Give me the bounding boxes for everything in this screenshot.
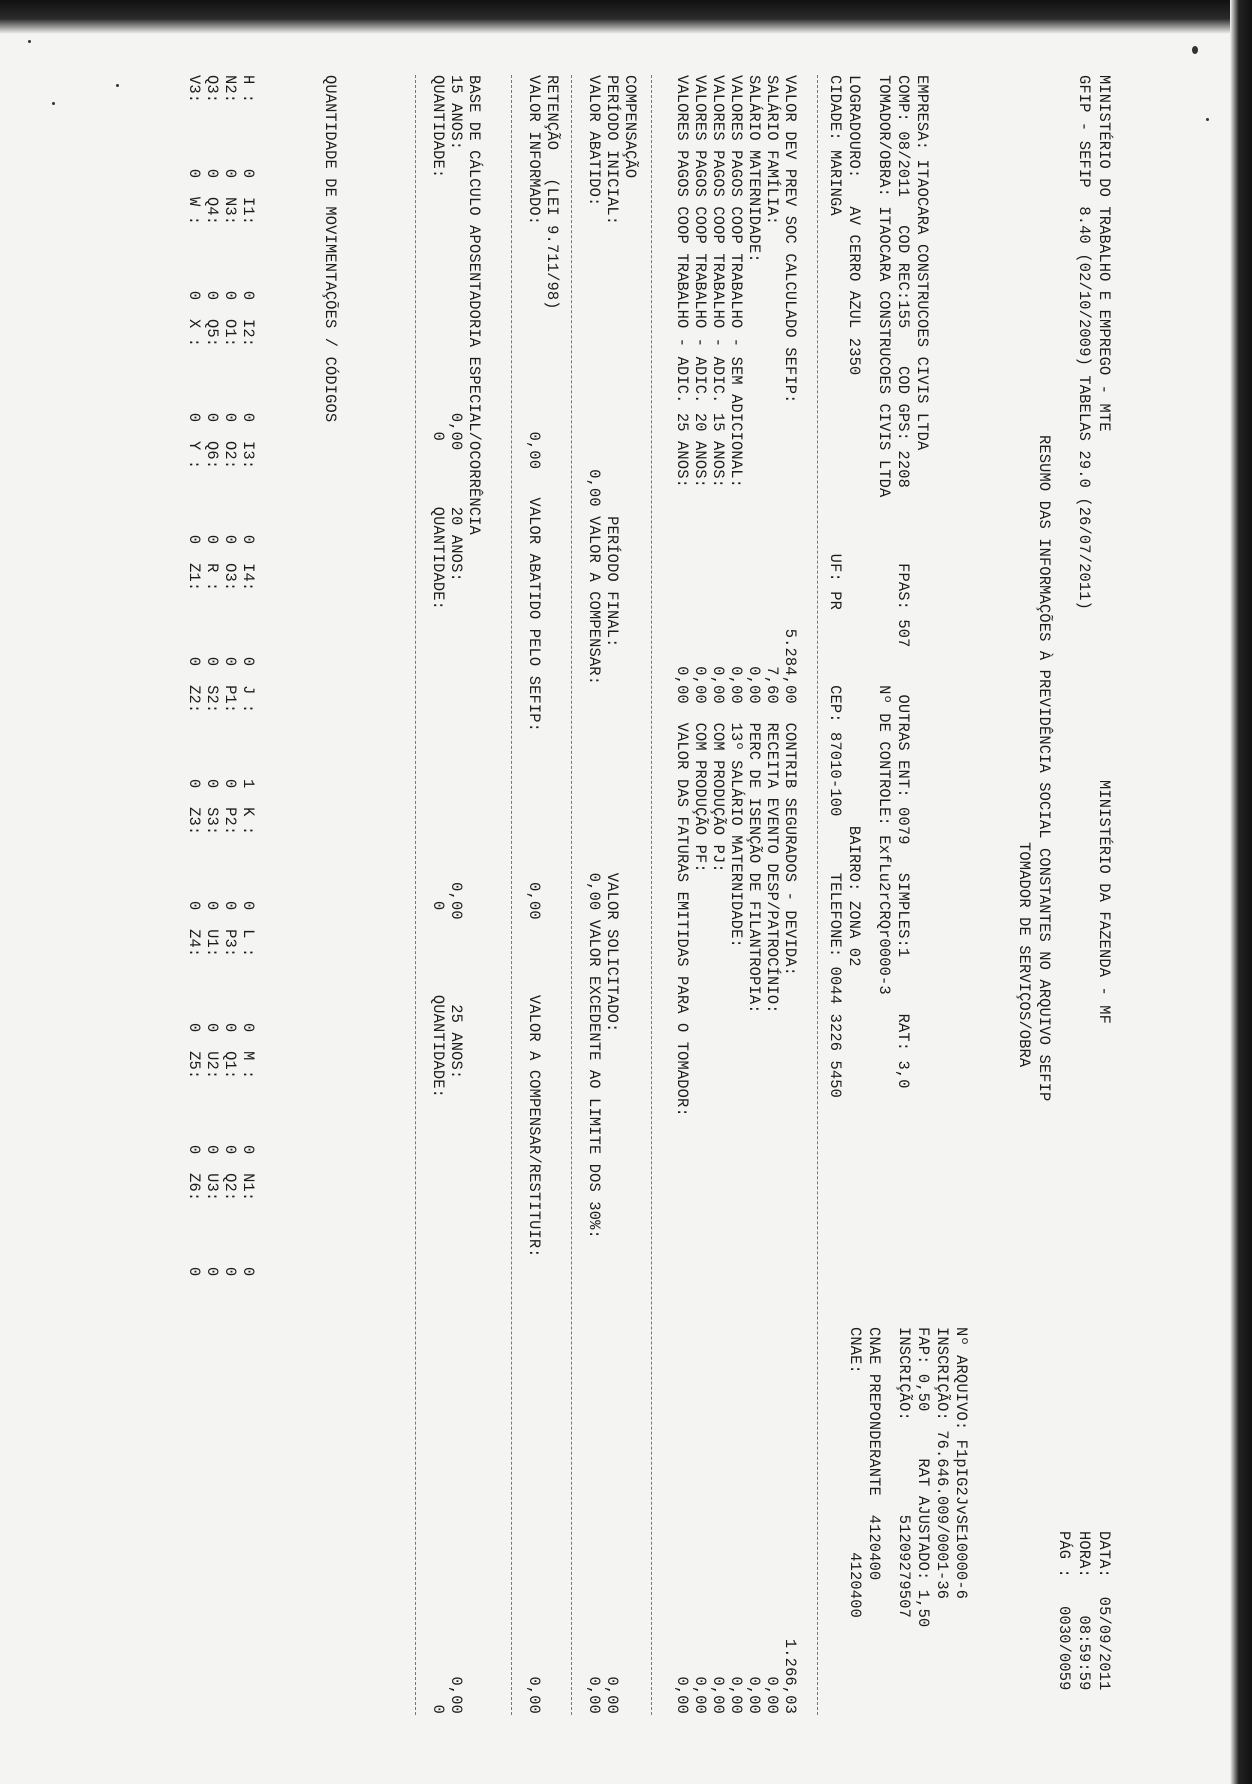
document-subtitle: TOMADOR DE SERVIÇOS/OBRA <box>1015 842 1033 1068</box>
cnae-preponderante: CNAE PREPONDERANTE 4120400 <box>865 1327 883 1581</box>
special-retirement-base: 15 ANOS: 0,00 20 ANOS: 0,00 25 ANOS: <box>447 75 465 1080</box>
divider <box>571 75 572 1715</box>
divider <box>817 75 818 1715</box>
header-time: HORA: 08:59:59 <box>1075 1531 1093 1691</box>
cnae: CNAE: 4120400 <box>846 1327 864 1618</box>
divider <box>511 75 512 1715</box>
movements-title: QUANTIDADE DE MOVIMENTAÇÕES / CÓDIGOS <box>321 75 339 423</box>
header-page: PÁG : 0030/0059 <box>1055 1531 1073 1691</box>
tomador-inscription: INSCRIÇÃO: 51209279507 <box>895 1327 913 1618</box>
compensation-title: COMPENSAÇÃO <box>621 75 639 179</box>
special-25-base: 0,00 <box>447 1676 465 1714</box>
special-retirement-title: BASE DE CÁLCULO APOSENTADORIA ESPECIAL/OCORRÊNCIA <box>465 75 483 535</box>
document-title: RESUMO DAS INFORMAÇÕES À PREVIDÊNCIA SOCIAL CONSTANTES NO ARQUIVO SEFIP <box>1035 435 1053 1102</box>
movement-codes-row: H : 0 I1: 0 I2: 0 I3: 0 I4: 0 J : 1 K : 0 L : 0 M : 0 N1: 0 <box>239 75 257 1277</box>
value-right: 0,00 <box>763 1676 781 1714</box>
value-right: 0,00 <box>745 1676 763 1714</box>
value-row: VALORES PAGOS COOP TRABALHO - ADIC. 25 ANOS: 0,00 VALOR DAS FATURAS EMITIDAS PARA O TOMADOR: <box>673 75 691 1117</box>
header-sefip-version: GFIP - SEFIP 8.40 (02/10/2009) TABELAS 29.0 (26/07/2011) <box>1075 75 1093 610</box>
company-competence-line: COMP: 08/2011 COD REC:155 COD GPS: 2208 FPAS: 507 OUTRAS ENT: 0079 SIMPLES:1 RAT: 3,0 <box>894 75 912 1089</box>
value-right: 0,00 <box>673 1676 691 1714</box>
movement-codes-row: V3: 0 W : 0 X : 0 Y : 0 Z1: 0 Z2: 0 Z3: 0 Z4: 0 Z5: 0 Z6: 0 <box>185 75 203 1277</box>
header-date: DATA: 05/09/2011 <box>1095 1531 1113 1691</box>
retention-title: RETENÇÃO (LEI 9.711/98) <box>543 75 561 310</box>
value-row: VALORES PAGOS COOP TRABALHO - ADIC. 15 ANOS: 0,00 COM PRODUÇÃO PJ: <box>709 75 727 873</box>
header-ministry-fazenda: MINISTÉRIO DA FAZENDA - MF <box>1095 780 1113 1025</box>
value-row: SALÁRIO MATERNIDADE: 0,00 PERC DE ISENÇÃO DE FILANTROPIA: <box>745 75 763 1014</box>
value-right: 0,00 <box>709 1676 727 1714</box>
company-city-line: CIDADE: MARINGA UF: PR CEP: 87010-100 TELEFONE: 0044 3226 5450 <box>826 75 844 1099</box>
special-retirement-qty: QUANTIDADE: 0 QUANTIDADE: 0 QUANTIDADE: <box>429 75 447 1099</box>
company-inscription: INSCRIÇÃO: 76.646.009/0001-36 <box>933 1327 951 1600</box>
divider <box>415 75 416 1715</box>
divider <box>651 75 652 1715</box>
retention-value-line: VALOR INFORMADO: 0,00 VALOR ABATIDO PELO SEFIP: 0,00 VALOR A COMPENSAR/RESTITUIR: <box>525 75 543 1258</box>
value-row: SALÁRIO FAMÍLIA: 7,60 RECEITA EVENTO DESP/PATROCÍNIO: <box>763 75 781 1014</box>
value-row: VALORES PAGOS COOP TRABALHO - SEM ADICIONAL: 0,00 13º SALÁRIO MATERNIDADE: <box>727 75 745 948</box>
value-right: 0,00 <box>727 1676 745 1714</box>
retention-restitute: 0,00 <box>525 1676 543 1714</box>
value-row: VALOR DEV PREV SOC CALCULADO SEFIP: 5.284,00 CONTRIB SEGURADOS - DEVIDA: <box>781 75 799 977</box>
compensation-value-line: VALOR ABATIDO: 0,00 VALOR A COMPENSAR: 0,00 VALOR EXCEDENTE AO LIMITE DOS 30%: <box>585 75 603 1239</box>
value-right: 0,00 <box>691 1676 709 1714</box>
company-address-line: LOGRADOURO: AV CERRO AZUL 2350 BAIRRO: ZONA 02 <box>845 75 863 967</box>
value-right: 1.266,03 <box>781 1638 799 1714</box>
compensation-period-line: PERÍODO INICIAL: PERÍODO FINAL: VALOR SOLICITADO: <box>603 75 621 1033</box>
value-row: VALORES PAGOS COOP TRABALHO - ADIC. 20 ANOS: 0,00 COM PRODUÇÃO PF: <box>691 75 709 873</box>
company-tomador-line: TOMADOR/OBRA: ITAOCARA CONSTRUCOES CIVIS LTDA Nº DE CONTROLE: ExfLu2rCRQr0000-3 <box>875 75 893 995</box>
movement-codes-row: Q3: 0 Q4: 0 Q5: 0 Q6: 0 R : 0 S2: 0 S3: 0 U1: 0 U2: 0 U3: 0 <box>203 75 221 1277</box>
fap-rat: FAP: 0,50 RAT AJUSTADO: 1,50 <box>914 1327 932 1628</box>
file-number: Nº ARQUIVO: F1pIG2JvSE10000-6 <box>952 1327 970 1600</box>
special-25-qty: 0 <box>429 1704 447 1714</box>
compensation-requested: 0,00 <box>603 1676 621 1714</box>
movement-codes-row: N2: 0 N3: 0 O1: 0 O2: 0 O3: 0 P1: 0 P2: 0 P3: 0 Q1: 0 Q2: 0 <box>221 75 239 1277</box>
compensation-excess: 0,00 <box>585 1676 603 1714</box>
company-name: EMPRESA: ITAOCARA CONSTRUCOES CIVIS LTDA <box>913 75 931 451</box>
header-ministry-line: MINISTÉRIO DO TRABALHO E EMPREGO - MTE <box>1095 75 1113 432</box>
